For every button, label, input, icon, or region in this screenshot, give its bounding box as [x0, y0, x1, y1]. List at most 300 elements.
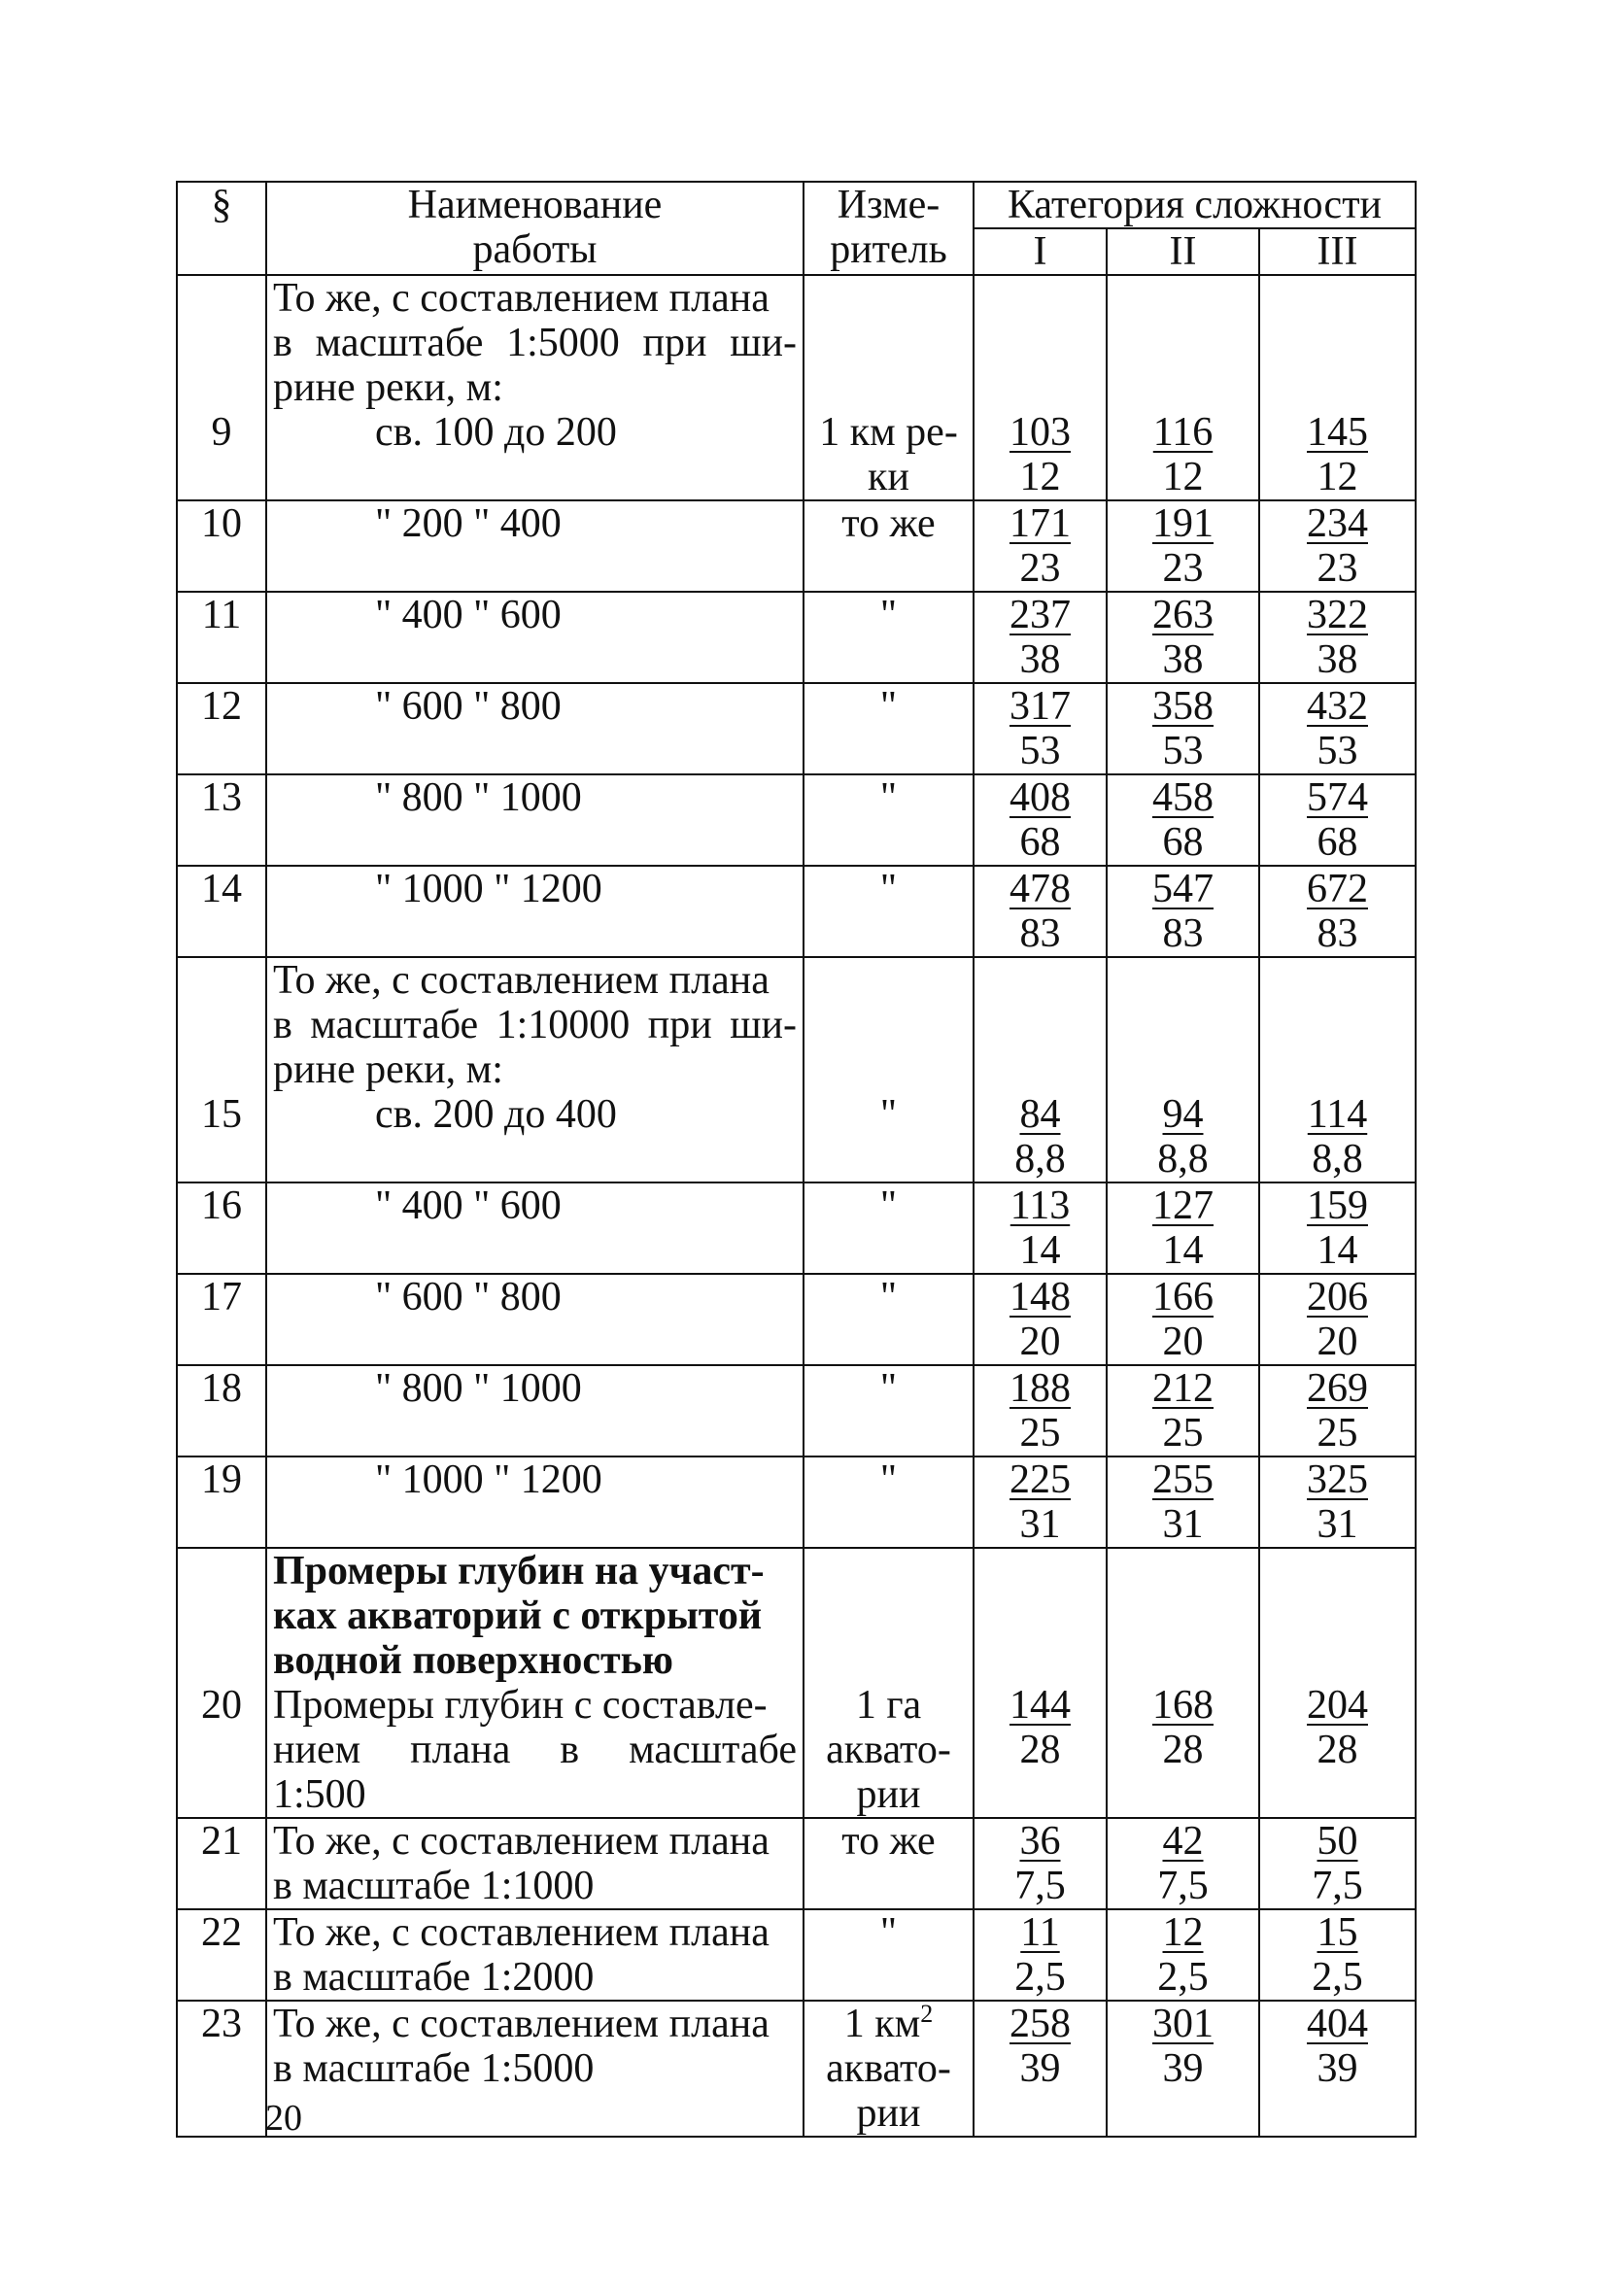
- work-name-cell: [266, 500, 804, 592]
- unit-cell: [804, 1909, 974, 2001]
- work-name-line: 1:500: [273, 1772, 366, 1817]
- spacer: [810, 1003, 967, 1047]
- norm-numerator: 322: [1307, 593, 1368, 637]
- norm-denominator: 68: [1317, 820, 1358, 865]
- table-row: [177, 1456, 1416, 1548]
- unit-line: ": [879, 867, 898, 911]
- norm-fraction: [1307, 2002, 1368, 2091]
- norm-denominator: 25: [1019, 1411, 1061, 1456]
- unit-line: ки: [868, 455, 909, 499]
- section-number-cell: [177, 1274, 266, 1365]
- norm-value-cell-cat-1: [974, 957, 1107, 1182]
- section-number: 22: [201, 1910, 242, 1955]
- norm-fraction: [1009, 2002, 1071, 2091]
- work-name-range: " 800 " 1000: [375, 775, 582, 820]
- spacer: [1113, 321, 1252, 365]
- work-name-cell: [266, 1365, 804, 1456]
- table-row: [177, 774, 1416, 866]
- norm-fraction: [1157, 1910, 1209, 2000]
- unit-cell: [804, 1456, 974, 1548]
- norm-denominator: 83: [1317, 911, 1358, 956]
- spacer: [184, 1047, 259, 1092]
- norm-fraction: [1307, 1275, 1368, 1364]
- norm-denominator: 53: [1162, 729, 1204, 773]
- section-number-cell: [177, 1365, 266, 1456]
- norm-fraction: [1152, 501, 1214, 591]
- section-number-cell: [177, 683, 266, 774]
- work-name-range: св. 200 до 400: [375, 1092, 617, 1137]
- norm-denominator: 39: [1162, 2046, 1204, 2091]
- spacer: [184, 1638, 259, 1683]
- norm-denominator: 12: [1317, 455, 1358, 499]
- unit-cell: [804, 1818, 974, 1909]
- unit-line: то же: [841, 1819, 936, 1864]
- norm-denominator: 20: [1162, 1319, 1204, 1364]
- work-name-range: " 600 " 800: [375, 684, 562, 729]
- section-number: 23: [201, 2002, 242, 2046]
- spacer: [1113, 1003, 1252, 1047]
- section-number-cell: [177, 774, 266, 866]
- unit-line: рии: [856, 2091, 921, 2136]
- norm-numerator: 168: [1152, 1683, 1214, 1728]
- norm-fraction: [1312, 1910, 1363, 2000]
- norm-value-cell-cat-3: [1259, 1548, 1416, 1818]
- norm-numerator: 114: [1307, 1092, 1368, 1137]
- spacer: [810, 1593, 967, 1638]
- unit-line: ": [879, 1910, 898, 1955]
- norm-value-cell-cat-2: [1107, 500, 1259, 592]
- norm-denominator: 39: [1317, 2046, 1358, 2091]
- unit-line: ": [879, 593, 898, 637]
- norm-denominator: 7,5: [1312, 1864, 1363, 1908]
- norm-value-cell-cat-2: [1107, 957, 1259, 1182]
- header-name: [266, 182, 804, 275]
- norm-numerator: 317: [1009, 684, 1071, 729]
- norm-denominator: 23: [1162, 546, 1204, 591]
- work-name-cell: [266, 592, 804, 683]
- unit-cell: [804, 957, 974, 1182]
- norm-fraction: [1009, 1366, 1071, 1456]
- norm-value-cell-cat-3: [1259, 1274, 1416, 1365]
- group-heading-line: ках акваторий с открытой: [273, 1593, 763, 1638]
- norm-value-cell-cat-2: [1107, 592, 1259, 683]
- header-row-1: [177, 182, 1416, 228]
- norm-value-cell-cat-2: [1107, 1456, 1259, 1548]
- norm-value-cell-cat-1: [974, 1548, 1107, 1818]
- group-heading-line: Промеры глубин на участ-: [273, 1549, 765, 1593]
- norm-denominator: 7,5: [1157, 1864, 1209, 1908]
- header-name-line2: работы: [472, 227, 598, 272]
- spacer: [184, 321, 259, 365]
- spacer: [1266, 1549, 1409, 1593]
- norm-fraction: [1009, 410, 1071, 499]
- spacer: [1266, 276, 1409, 321]
- spacer: [810, 1047, 967, 1092]
- work-name-cell: [266, 275, 804, 500]
- work-name-line: То же, с составлением плана: [273, 1819, 770, 1864]
- spacer: [980, 1047, 1100, 1092]
- spacer: [980, 1593, 1100, 1638]
- norm-value-cell-cat-2: [1107, 774, 1259, 866]
- norm-denominator: 28: [1162, 1728, 1204, 1772]
- unit-cell: [804, 1274, 974, 1365]
- norm-denominator: 8,8: [1014, 1137, 1066, 1182]
- norm-fraction: [1307, 775, 1368, 865]
- norm-denominator: 28: [1019, 1728, 1061, 1772]
- section-number-cell: [177, 2001, 266, 2137]
- spacer: [810, 365, 967, 410]
- norm-value-cell-cat-3: [1259, 866, 1416, 957]
- norm-numerator: 94: [1162, 1092, 1204, 1137]
- section-number-cell: [177, 592, 266, 683]
- norm-fraction: [1157, 1092, 1209, 1182]
- norm-value-cell-cat-3: [1259, 275, 1416, 500]
- norm-denominator: 14: [1317, 1228, 1358, 1273]
- spacer: [1113, 1549, 1252, 1593]
- norm-numerator: 113: [1009, 1183, 1071, 1228]
- norm-fraction: [1014, 1910, 1066, 2000]
- spacer: [810, 276, 967, 321]
- unit-cell: [804, 500, 974, 592]
- group-heading-line: в масштабе 1:10000 при ши-: [273, 1003, 797, 1047]
- norm-numerator: 166: [1152, 1275, 1214, 1319]
- unit-line: ": [879, 1457, 898, 1502]
- norm-numerator: 269: [1307, 1366, 1368, 1411]
- norm-denominator: 53: [1317, 729, 1358, 773]
- header-category-3: III: [1259, 228, 1416, 275]
- norm-value-cell-cat-2: [1107, 683, 1259, 774]
- work-name-cell: [266, 1274, 804, 1365]
- work-name-range: св. 100 до 200: [375, 410, 617, 455]
- work-name-cell: [266, 2001, 804, 2137]
- spacer: [980, 276, 1100, 321]
- norm-fraction: [1014, 1819, 1066, 1908]
- spacer: [1266, 1593, 1409, 1638]
- unit-cell: [804, 1548, 974, 1818]
- norm-value-cell-cat-3: [1259, 957, 1416, 1182]
- norm-denominator: 23: [1019, 546, 1061, 591]
- norm-fraction: [1307, 684, 1368, 773]
- group-heading-line: в масштабе 1:5000 при ши-: [273, 321, 797, 365]
- norm-denominator: 8,8: [1312, 1137, 1363, 1182]
- group-heading-line: То же, с составлением плана: [273, 276, 770, 321]
- norm-denominator: 28: [1317, 1728, 1358, 1772]
- table-row: [177, 1274, 1416, 1365]
- norm-denominator: 68: [1019, 820, 1061, 865]
- spacer: [1113, 365, 1252, 410]
- spacer: [184, 1549, 259, 1593]
- norm-denominator: 14: [1162, 1228, 1204, 1273]
- spacer: [1266, 1003, 1409, 1047]
- norm-fraction: [1307, 1366, 1368, 1456]
- work-name-cell: [266, 866, 804, 957]
- norm-numerator: 234: [1307, 501, 1368, 546]
- header-unit-line1: Изме-: [837, 183, 941, 227]
- norm-fraction: [1152, 684, 1214, 773]
- norm-fraction: [1009, 501, 1071, 591]
- header-section: [177, 182, 266, 275]
- norm-fraction: [1307, 410, 1368, 499]
- norm-fraction: [1152, 1366, 1214, 1456]
- section-symbol: §: [211, 183, 232, 227]
- norm-numerator: 127: [1152, 1183, 1214, 1228]
- norm-numerator: 432: [1307, 684, 1368, 729]
- spacer: [1113, 276, 1252, 321]
- norm-fraction: [1152, 1457, 1214, 1547]
- unit-cell: [804, 592, 974, 683]
- spacer: [980, 365, 1100, 410]
- spacer: [980, 1638, 1100, 1683]
- norm-denominator: 7,5: [1014, 1864, 1066, 1908]
- norm-numerator: 204: [1307, 1683, 1368, 1728]
- spacer: [1113, 1638, 1252, 1683]
- norm-denominator: 68: [1162, 820, 1204, 865]
- norm-fraction: [1152, 1183, 1214, 1273]
- spacer: [1266, 1047, 1409, 1092]
- table-row: [177, 1818, 1416, 1909]
- norm-value-cell-cat-2: [1107, 275, 1259, 500]
- norm-value-cell-cat-3: [1259, 683, 1416, 774]
- norm-value-cell-cat-1: [974, 2001, 1107, 2137]
- table-row: [177, 1909, 1416, 2001]
- norm-denominator: 2,5: [1312, 1955, 1363, 2000]
- work-name-line: То же, с составлением плана: [273, 2002, 770, 2046]
- work-name-line: Промеры глубин с составле-: [273, 1683, 768, 1728]
- work-name-cell: [266, 1182, 804, 1274]
- norm-denominator: 83: [1162, 911, 1204, 956]
- unit-line: ": [879, 1092, 898, 1137]
- norm-denominator: 25: [1317, 1411, 1358, 1456]
- unit-cell: [804, 1365, 974, 1456]
- norm-value-cell-cat-2: [1107, 1182, 1259, 1274]
- unit-line: ": [879, 684, 898, 729]
- norm-value-cell-cat-3: [1259, 1818, 1416, 1909]
- spacer: [1113, 1047, 1252, 1092]
- work-name-range: " 1000 " 1200: [375, 1457, 602, 1502]
- section-number: 16: [201, 1183, 242, 1228]
- norm-denominator: 38: [1162, 637, 1204, 682]
- norm-numerator: 574: [1307, 775, 1368, 820]
- norm-value-cell-cat-3: [1259, 1909, 1416, 2001]
- section-number: 15: [201, 1092, 242, 1137]
- page-number: 20: [265, 2098, 302, 2139]
- norm-denominator: 25: [1162, 1411, 1204, 1456]
- norm-denominator: 31: [1162, 1502, 1204, 1547]
- norm-numerator: 255: [1152, 1457, 1214, 1502]
- norm-fraction: [1009, 1275, 1071, 1364]
- section-number-cell: [177, 275, 266, 500]
- norm-numerator: 145: [1307, 410, 1368, 455]
- norm-numerator: 237: [1009, 593, 1071, 637]
- work-name-line: в масштабе 1:5000: [273, 2046, 595, 2091]
- group-heading-line: водной поверхностью: [273, 1638, 673, 1683]
- norm-value-cell-cat-2: [1107, 866, 1259, 957]
- work-name-range: " 400 " 600: [375, 1183, 562, 1228]
- norm-value-cell-cat-1: [974, 592, 1107, 683]
- norm-denominator: 38: [1317, 637, 1358, 682]
- norm-denominator: 20: [1317, 1319, 1358, 1364]
- spacer: [1266, 1638, 1409, 1683]
- norm-numerator: 11: [1020, 1910, 1060, 1955]
- norm-value-cell-cat-2: [1107, 1274, 1259, 1365]
- table-row: [177, 275, 1416, 500]
- table-row: [177, 2001, 1416, 2137]
- norm-denominator: 39: [1019, 2046, 1061, 2091]
- norm-numerator: 547: [1152, 867, 1214, 911]
- norm-denominator: 12: [1019, 455, 1061, 499]
- section-number-cell: [177, 1818, 266, 1909]
- norm-fraction: [1009, 1683, 1071, 1772]
- norm-value-cell-cat-3: [1259, 1182, 1416, 1274]
- table-row: [177, 957, 1416, 1182]
- unit-cell: [804, 774, 974, 866]
- work-name-range: " 800 " 1000: [375, 1366, 582, 1411]
- unit-line: ": [879, 1275, 898, 1319]
- section-number: 14: [201, 867, 242, 911]
- norm-value-cell-cat-1: [974, 1182, 1107, 1274]
- norm-fraction: [1152, 1683, 1214, 1772]
- norm-fraction: [1307, 501, 1368, 591]
- norm-fraction: [1009, 593, 1071, 682]
- norm-numerator: 458: [1152, 775, 1214, 820]
- norm-fraction: [1014, 1092, 1066, 1182]
- norm-numerator: 42: [1162, 1819, 1204, 1864]
- norm-numerator: 116: [1152, 410, 1214, 455]
- header-category-1: I: [974, 228, 1107, 275]
- norm-value-cell-cat-2: [1107, 2001, 1259, 2137]
- spacer: [1113, 958, 1252, 1003]
- norm-numerator: 258: [1009, 2002, 1071, 2046]
- unit-superscript: 2: [920, 2000, 934, 2028]
- work-name-range: " 1000 " 1200: [375, 867, 602, 911]
- table-row: [177, 1182, 1416, 1274]
- norm-fraction: [1009, 867, 1071, 956]
- work-name-line: То же, с составлением плана: [273, 1910, 770, 1955]
- norm-numerator: 672: [1307, 867, 1368, 911]
- norm-denominator: 83: [1019, 911, 1061, 956]
- spacer: [980, 958, 1100, 1003]
- norm-value-cell-cat-1: [974, 275, 1107, 500]
- section-number-cell: [177, 1456, 266, 1548]
- spacer: [184, 1593, 259, 1638]
- norm-denominator: 31: [1317, 1502, 1358, 1547]
- norm-numerator: 301: [1152, 2002, 1214, 2046]
- section-number: 19: [201, 1457, 242, 1502]
- group-heading-line: То же, с составлением плана: [273, 958, 770, 1003]
- norm-value-cell-cat-2: [1107, 1548, 1259, 1818]
- unit-line: аквато-: [826, 2046, 951, 2091]
- norm-numerator: 144: [1009, 1683, 1071, 1728]
- unit-cell: [804, 866, 974, 957]
- norm-denominator: 14: [1019, 1228, 1061, 1273]
- norm-value-cell-cat-1: [974, 1456, 1107, 1548]
- work-name-cell: [266, 1456, 804, 1548]
- norm-numerator: 84: [1019, 1092, 1061, 1137]
- norm-fraction: [1152, 1275, 1214, 1364]
- norm-denominator: 38: [1019, 637, 1061, 682]
- norm-numerator: 206: [1307, 1275, 1368, 1319]
- norm-fraction: [1307, 1683, 1368, 1772]
- spacer: [184, 365, 259, 410]
- norm-numerator: 159: [1307, 1183, 1368, 1228]
- header-name-line1: Наименование: [407, 183, 663, 227]
- norm-numerator: 36: [1019, 1819, 1061, 1864]
- table-row: [177, 1548, 1416, 1818]
- norm-fraction: [1010, 1183, 1070, 1273]
- header-category-2: II: [1107, 228, 1259, 275]
- unit-line: ": [879, 1183, 898, 1228]
- norm-fraction: [1009, 684, 1071, 773]
- spacer: [1266, 958, 1409, 1003]
- spacer: [1113, 1593, 1252, 1638]
- norm-fraction: [1157, 1819, 1209, 1908]
- spacer: [980, 1549, 1100, 1593]
- norm-value-cell-cat-3: [1259, 1365, 1416, 1456]
- norm-denominator: 31: [1019, 1502, 1061, 1547]
- work-name-line: в масштабе 1:1000: [273, 1864, 595, 1908]
- section-number: 9: [211, 410, 232, 455]
- norm-numerator: 103: [1009, 410, 1071, 455]
- unit-line: рии: [856, 1772, 921, 1817]
- norm-value-cell-cat-3: [1259, 2001, 1416, 2137]
- norm-fraction: [1152, 775, 1214, 865]
- norm-fraction: [1152, 867, 1214, 956]
- norm-denominator: 20: [1019, 1319, 1061, 1364]
- table-row: [177, 592, 1416, 683]
- norm-value-cell-cat-3: [1259, 592, 1416, 683]
- section-number: 12: [201, 684, 242, 729]
- norm-numerator: 171: [1009, 501, 1071, 546]
- header-category: Категория сложности: [974, 182, 1416, 228]
- section-number: 10: [201, 501, 242, 546]
- unit-line: 1 км ре-: [819, 410, 958, 455]
- norm-numerator: 404: [1307, 2002, 1368, 2046]
- norm-fraction: [1307, 593, 1368, 682]
- section-number: 13: [201, 775, 242, 820]
- norm-value-cell-cat-3: [1259, 1456, 1416, 1548]
- spacer: [184, 958, 259, 1003]
- spacer: [810, 958, 967, 1003]
- work-name-cell: [266, 1818, 804, 1909]
- norm-numerator: 148: [1009, 1275, 1071, 1319]
- norm-numerator: 263: [1152, 593, 1214, 637]
- section-number: 11: [201, 593, 242, 637]
- unit-line: ": [879, 1366, 898, 1411]
- norm-fraction: [1307, 1457, 1368, 1547]
- norm-denominator: 53: [1019, 729, 1061, 773]
- table-row: [177, 866, 1416, 957]
- unit-cell: [804, 683, 974, 774]
- unit-line: 1 $км^2$: [843, 2000, 934, 2046]
- norm-value-cell-cat-1: [974, 500, 1107, 592]
- norm-denominator: 2,5: [1157, 1955, 1209, 2000]
- work-name-cell: [266, 774, 804, 866]
- header-unit-line2: ритель: [830, 227, 947, 272]
- norm-value-cell-cat-2: [1107, 1818, 1259, 1909]
- unit-line: ": [879, 775, 898, 820]
- norm-numerator: 12: [1162, 1910, 1204, 1955]
- norm-numerator: 325: [1307, 1457, 1368, 1502]
- work-name-cell: [266, 683, 804, 774]
- spacer: [980, 1003, 1100, 1047]
- norm-fraction: [1153, 410, 1213, 499]
- table-row: [177, 683, 1416, 774]
- section-number-cell: [177, 500, 266, 592]
- norm-value-cell-cat-1: [974, 1818, 1107, 1909]
- norm-numerator: 478: [1009, 867, 1071, 911]
- work-name-range: " 600 " 800: [375, 1275, 562, 1319]
- section-number: 21: [201, 1819, 242, 1864]
